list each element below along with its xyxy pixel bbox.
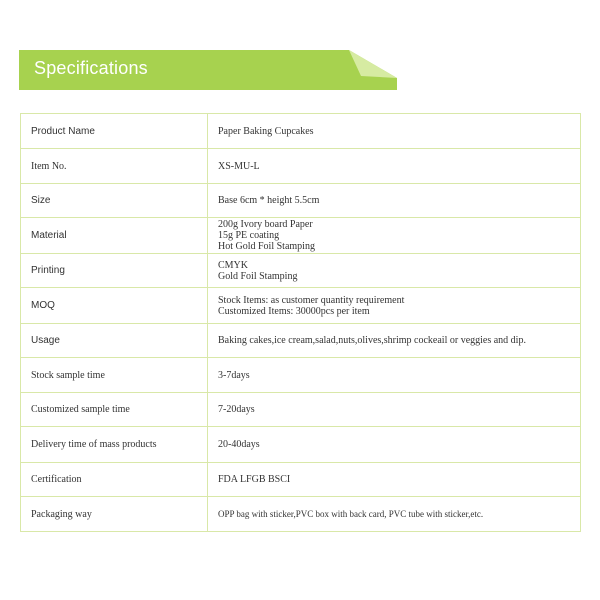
value-line: XS-MU-L xyxy=(218,160,260,172)
section-title: Specifications xyxy=(34,58,148,78)
table-row xyxy=(21,149,581,184)
value-line: 7-20days xyxy=(218,404,255,415)
table-row xyxy=(21,393,581,427)
specifications-banner xyxy=(19,50,397,90)
row-value-size xyxy=(208,184,581,218)
value-line: 20-40days xyxy=(218,439,260,450)
value-line: Gold Foil Stamping xyxy=(218,270,298,282)
value-line: 200g Ivory board Paper xyxy=(218,219,313,230)
table-row xyxy=(21,288,581,324)
row-value-printing xyxy=(208,254,581,288)
row-label-item-no: Item No. xyxy=(21,149,208,184)
value-line: Stock Items: as customer quantity requirement xyxy=(218,294,405,306)
row-label-printing: Printing xyxy=(21,254,208,288)
row-value-moq xyxy=(208,288,581,324)
table-row xyxy=(21,184,581,218)
row-value-material xyxy=(208,218,581,254)
row-label-delivery-time: Delivery time of mass products xyxy=(21,427,208,463)
table-row xyxy=(21,358,581,393)
row-label-size: Size xyxy=(21,184,208,218)
value-line: FDA LFGB BSCI xyxy=(218,474,291,485)
row-label-packaging-way: Packaging way xyxy=(21,497,208,532)
row-label-customized-sample-time: Customized sample time xyxy=(21,393,208,427)
row-value-delivery-time xyxy=(208,427,581,463)
table-row xyxy=(21,254,581,288)
row-label-product-name: Product Name xyxy=(21,114,208,149)
row-label-moq: MOQ xyxy=(21,288,208,324)
table-row xyxy=(21,324,581,358)
value-line: Paper Baking Cupcakes xyxy=(218,125,314,137)
row-label-material: Material xyxy=(21,218,208,254)
row-label-stock-sample-time: Stock sample time xyxy=(21,358,208,393)
value-line: Customized Items: 30000pcs per item xyxy=(218,305,370,317)
value-line: OPP bag with sticker,PVC box with back card, PVC tube with sticker,etc. xyxy=(218,508,484,519)
row-value-packaging-way xyxy=(208,497,581,532)
value-line: Hot Gold Foil Stamping xyxy=(218,241,315,252)
row-label-certification: Certification xyxy=(21,463,208,497)
table-row xyxy=(21,497,581,532)
value-line: CMYK xyxy=(218,259,249,271)
row-value-item-no xyxy=(208,149,581,184)
value-line: Baking cakes,ice cream,salad,nuts,olives,shrimp cockeail or veggies and dip. xyxy=(218,335,526,346)
specifications-table xyxy=(20,113,581,532)
value-line: 3-7days xyxy=(218,369,250,381)
row-value-customized-sample-time xyxy=(208,393,581,427)
table-row xyxy=(21,427,581,463)
value-line: Base 6cm * height 5.5cm xyxy=(218,195,320,206)
table-row xyxy=(21,463,581,497)
table-row xyxy=(21,114,581,149)
row-value-product-name xyxy=(208,114,581,149)
row-value-certification xyxy=(208,463,581,497)
table-row xyxy=(21,218,581,254)
row-value-usage xyxy=(208,324,581,358)
row-value-stock-sample-time xyxy=(208,358,581,393)
row-label-usage: Usage xyxy=(21,324,208,358)
value-line: 15g PE coating xyxy=(218,230,280,241)
